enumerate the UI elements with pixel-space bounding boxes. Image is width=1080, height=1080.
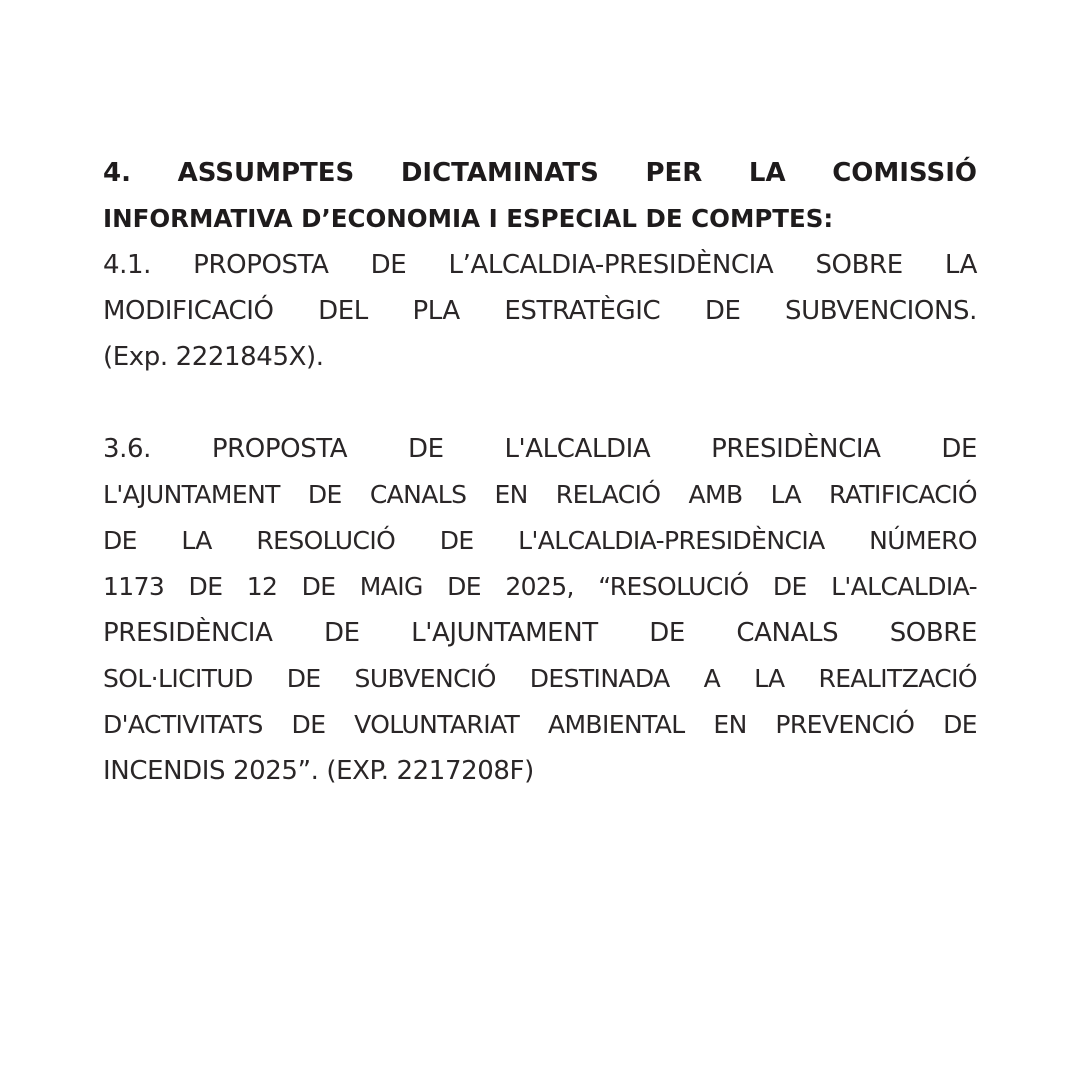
paragraph-gap bbox=[103, 380, 977, 426]
heading-line-1: 4. ASSUMPTES DICTAMINATS PER LA COMISSIÓ bbox=[103, 158, 977, 188]
item-4-1-line-3: (Exp. 2221845X). bbox=[103, 342, 324, 372]
item-3-6-line-3: DE LA RESOLUCIÓ DE L'ALCALDIA-PRESIDÈNCIA NÚMERO bbox=[103, 526, 977, 555]
section-heading bbox=[103, 150, 977, 242]
item-3-6-line-2: L'AJUNTAMENT DE CANALS EN RELACIÓ AMB LA RATIFICACIÓ bbox=[103, 480, 977, 509]
item-3-6-line-8: INCENDIS 2025”. (EXP. 2217208F) bbox=[103, 756, 534, 786]
heading-line-2: INFORMATIVA D’ECONOMIA I ESPECIAL DE COMPTES: bbox=[103, 204, 834, 233]
item-3-6 bbox=[103, 426, 977, 794]
document-content bbox=[103, 150, 977, 794]
item-3-6-line-6: SOL·LICITUD DE SUBVENCIÓ DESTINADA A LA REALITZACIÓ bbox=[103, 664, 977, 693]
item-4-1-line-2: MODIFICACIÓ DEL PLA ESTRATÈGIC DE SUBVENCIONS. bbox=[103, 296, 977, 326]
item-3-6-line-1: 3.6. PROPOSTA DE L'ALCALDIA PRESIDÈNCIA DE bbox=[103, 434, 977, 464]
item-3-6-line-5: PRESIDÈNCIA DE L'AJUNTAMENT DE CANALS SOBRE bbox=[103, 618, 977, 648]
item-4-1-line-1: 4.1. PROPOSTA DE L’ALCALDIA-PRESIDÈNCIA SOBRE LA bbox=[103, 250, 977, 280]
item-3-6-line-4: 1173 DE 12 DE MAIG DE 2025, “RESOLUCIÓ DE L'ALCALDIA- bbox=[103, 572, 977, 601]
item-4-1 bbox=[103, 242, 977, 380]
item-3-6-line-7: D'ACTIVITATS DE VOLUNTARIAT AMBIENTAL EN PREVENCIÓ DE bbox=[103, 710, 977, 739]
